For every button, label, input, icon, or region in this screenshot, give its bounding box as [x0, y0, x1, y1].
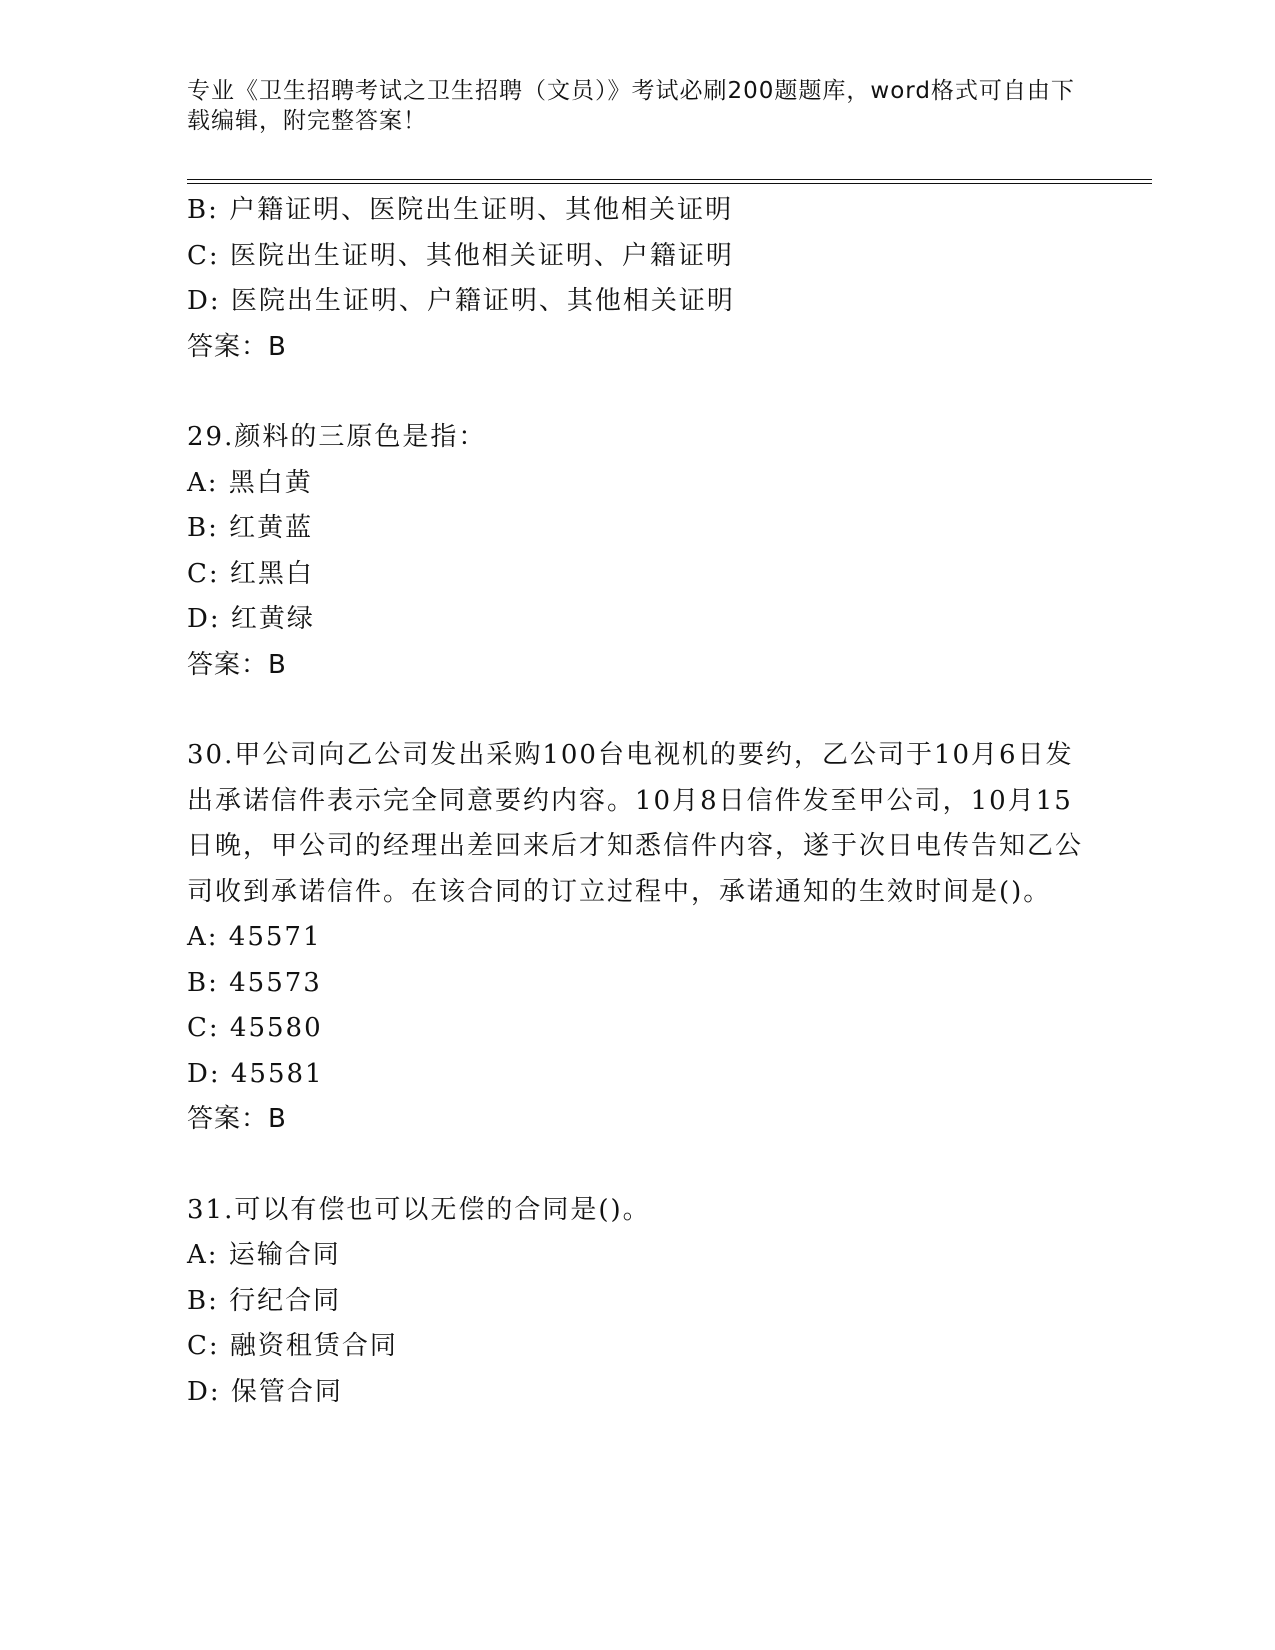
- option-line: C: 红黑白: [187, 558, 314, 589]
- answer-line: 答案：B: [187, 1104, 287, 1134]
- option-line: D: 45581: [187, 1058, 324, 1089]
- option-line: A: 黑白黄: [187, 467, 313, 498]
- option-line: B: 户籍证明、医院出生证明、其他相关证明: [187, 195, 734, 225]
- option-line: D: 医院出生证明、户籍证明、其他相关证明: [187, 286, 735, 316]
- question-stem: 31.可以有偿也可以无偿的合同是()。: [187, 1194, 651, 1225]
- spacer: [187, 1143, 1087, 1188]
- question-block-30: [187, 733, 1087, 1143]
- answer-line: 答案：B: [187, 331, 287, 362]
- spacer: [187, 370, 1087, 415]
- option-line: C: 医院出生证明、其他相关证明、户籍证明: [187, 240, 734, 271]
- header-rule-top: [187, 179, 1152, 180]
- question-stem: 29.颜料的三原色是指：: [187, 422, 487, 452]
- option-line: D: 保管合同: [187, 1376, 343, 1407]
- option-line: B: 红黄蓝: [187, 513, 314, 543]
- option-line: A: 运输合同: [187, 1240, 341, 1270]
- question-list: [187, 188, 1087, 1415]
- question-block-31: [187, 1188, 1087, 1416]
- option-line: D: 红黄绿: [187, 604, 315, 634]
- option-line: B: 45573: [187, 967, 322, 998]
- option-line: C: 45580: [187, 1013, 323, 1043]
- answer-line: 答案：B: [187, 649, 287, 680]
- option-line: B: 行纪合同: [187, 1285, 342, 1316]
- header-rule-bottom: [187, 183, 1152, 184]
- question-stem: 30.甲公司向乙公司发出采购100台电视机的要约，乙公司于10月6日发出承诺信件表示完全同意要约内容。10月8日信件发至甲公司，10月15日晚，甲公司的经理出差回来后才知悉信件内容，遂于次日电传告知乙公司收到承诺信件。在该合同的订立过程中，承诺通知的生效时间是()。: [187, 740, 1084, 907]
- document-header: 专业《卫生招聘考试之卫生招聘（文员）》考试必刷200题题库，word格式可自由下载编辑，附完整答案！: [187, 78, 1075, 134]
- question-block-29: [187, 415, 1087, 688]
- spacer: [187, 688, 1087, 733]
- question-block-28: [187, 188, 1087, 370]
- option-line: A: 45571: [187, 922, 322, 952]
- option-line: C: 融资租赁合同: [187, 1331, 398, 1361]
